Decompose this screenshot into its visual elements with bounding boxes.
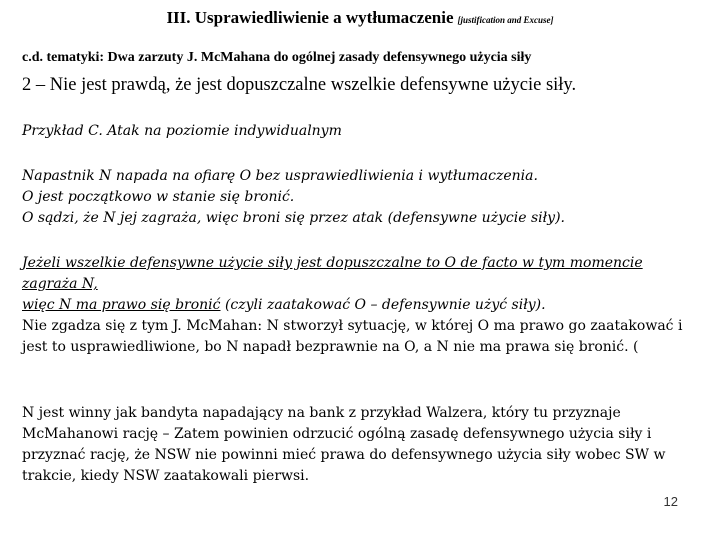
- example-title: Przykład C. Atak na poziomie indywidualnym: [22, 123, 342, 139]
- paragraph-1-line-2: O jest początkowo w stanie się bronić.: [22, 189, 295, 205]
- slide-title: [0, 8, 720, 28]
- topic-line: c.d. tematyki: Dwa zarzuty J. McMahana do ogólnej zasady defensywnego użycia siły: [22, 50, 532, 65]
- paragraph-2: [22, 253, 698, 358]
- slide-title-text: III. Usprawiedliwienie a wytłumaczenie: [166, 8, 454, 27]
- paragraph-2-normal: Nie zgadza się z tym J. McMahan: N stworzył sytuację, w której O ma prawo go zaatakować i jest to usprawiedliwione, bo N napadł bezprawnie na O, a N nie ma prawa się bronić. (: [22, 318, 683, 355]
- paragraph-3: N jest winny jak bandyta napadający na bank z przykład Walzera, który tu przyznaje McMahanowi rację – Zatem powinien odrzucić ogólną zasadę defensywnego użycia siły i przyznać rację, że NSW nie powinni mieć prawa do defensywnego użycia siły wobec SW w trakcie, kiedy NSW zaatakowali pierwsi.: [22, 405, 666, 484]
- paragraph-1: [22, 166, 698, 229]
- paragraph-1-line-1: Napastnik N napada na ofiarę O bez usprawiedliwienia i wytłumaczenia.: [22, 168, 538, 184]
- slide-title-note: [justification and Excuse]: [457, 15, 554, 25]
- thesis-line: 2 – Nie jest prawdą, że jest dopuszczalne wszelkie defensywne użycie siły.: [22, 75, 577, 95]
- paragraph-2-underlined: Jeżeli wszelkie defensywne użycie siły jest dopuszczalne to O de facto w tym momencie zagraża N,: [22, 255, 643, 292]
- paragraph-2-underlined-2: więc N ma prawo się bronić: [22, 297, 221, 313]
- page-number: 12: [663, 494, 678, 509]
- paragraph-1-line-3: O sądzi, że N jej zagraża, więc broni się przez atak (defensywne użycie siły).: [22, 210, 566, 226]
- paragraph-2-italic-tail: (czyli zaatakować O – defensywnie użyć siły).: [220, 297, 546, 313]
